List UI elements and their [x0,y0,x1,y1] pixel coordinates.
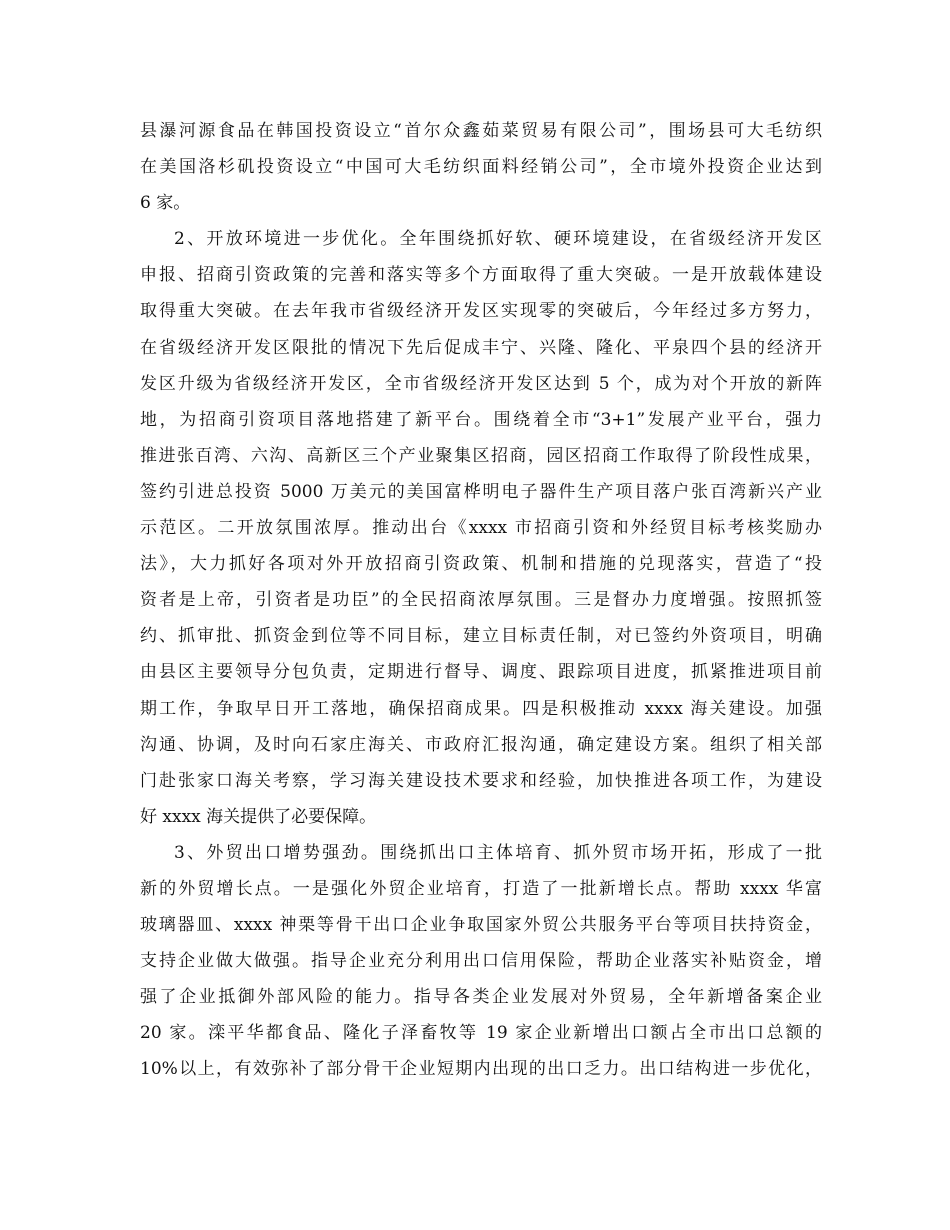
text-line: 资者是上帝，引资者是功臣”的全民招商浓厚氛围。三是督办力度增强。按照抓签 [140,590,822,611]
text-line: 在省级经济开发区限批的情况下先后促成丰宁、兴隆、隆化、平泉四个县的经济开 [140,337,822,358]
text-line: 申报、招商引资政策的完善和落实等多个方面取得了重大突破。一是开放载体建设 [140,265,822,286]
text-line: 沟通、协调，及时向石家庄海关、市政府汇报沟通，确定建设方案。组织了相关部 [140,734,822,755]
document-body [140,113,822,1088]
text-line: 强了企业抵御外部风险的能力。指导各类企业发展对外贸易，全年新增备案企业 [140,987,822,1008]
text-line: 支持企业做大做强。指导企业充分利用出口信用保险，帮助企业落实补贴资金，增 [140,951,822,972]
text-line: 发区升级为省级经济开发区，全市省级经济开发区达到 5 个，成为对个开放的新阵 [140,373,822,394]
para-3-export-growth [140,835,822,1088]
text-line: 3、外贸出口增势强劲。围绕抓出口主体培育、抓外贸市场开拓，形成了一批 [174,842,822,863]
text-line: 约、抓审批、抓资金到位等不同目标，建立目标责任制，对已签约外资项目，明确 [140,626,822,647]
text-line: 在美国洛杉矶投资设立“中国可大毛纺织面料经销公司”，全市境外投资企业达到 [140,157,822,178]
text-line: 好 xxxx 海关提供了必要保障。 [140,806,377,827]
text-line: 由县区主要领导分包负责，定期进行督导、调度、跟踪项目进度，抓紧推进项目前 [140,662,822,683]
text-line: 县瀑河源食品在韩国投资设立“首尔众鑫茹菜贸易有限公司”，围场县可大毛纺织 [140,121,822,141]
para-2-open-environment [140,221,822,835]
text-line: 20 家。滦平华都食品、隆化子泽畜牧等 19 家企业新增出口额占全市出口总额的 [140,1023,822,1044]
text-line: 10%以上，有效弥补了部分骨干企业短期内出现的出口乏力。出口结构进一步优化， [140,1059,822,1080]
text-line: 新的外贸增长点。一是强化外贸企业培育，打造了一批新增长点。帮助 xxxx 华富 [140,878,822,899]
text-line: 推进张百湾、六沟、高新区三个产业聚集区招商，园区招商工作取得了阶段性成果， [140,445,822,466]
text-line: 示范区。二开放氛围浓厚。推动出台《xxxx 市招商引资和外经贸目标考核奖励办 [140,518,822,539]
para-1-continued [140,113,822,221]
text-line: 玻璃器皿、xxxx 神栗等骨干出口企业争取国家外贸公共服务平台等项目扶持资金， [140,915,822,936]
text-line: 门赴张家口海关考察，学习海关建设技术要求和经验，加快推进各项工作，为建设 [140,770,822,791]
text-line: 期工作，争取早日开工落地，确保招商成果。四是积极推动 xxxx 海关建设。加强 [140,698,822,719]
text-line: 地，为招商引资项目落地搭建了新平台。围绕着全市“3+1”发展产业平台，强力 [140,409,822,430]
text-line: 取得重大突破。在去年我市省级经济开发区实现零的突破后，今年经过多方努力， [140,301,822,322]
text-line: 6 家。 [140,193,191,214]
text-line: 2、开放环境进一步优化。全年围绕抓好软、硬环境建设，在省级经济开发区 [174,229,822,250]
text-line: 签约引进总投资 5000 万美元的美国富桦明电子器件生产项目落户张百湾新兴产业 [140,481,822,502]
text-line: 法》，大力抓好各项对外开放招商引资政策、机制和措施的兑现落实，营造了“投 [140,554,822,575]
